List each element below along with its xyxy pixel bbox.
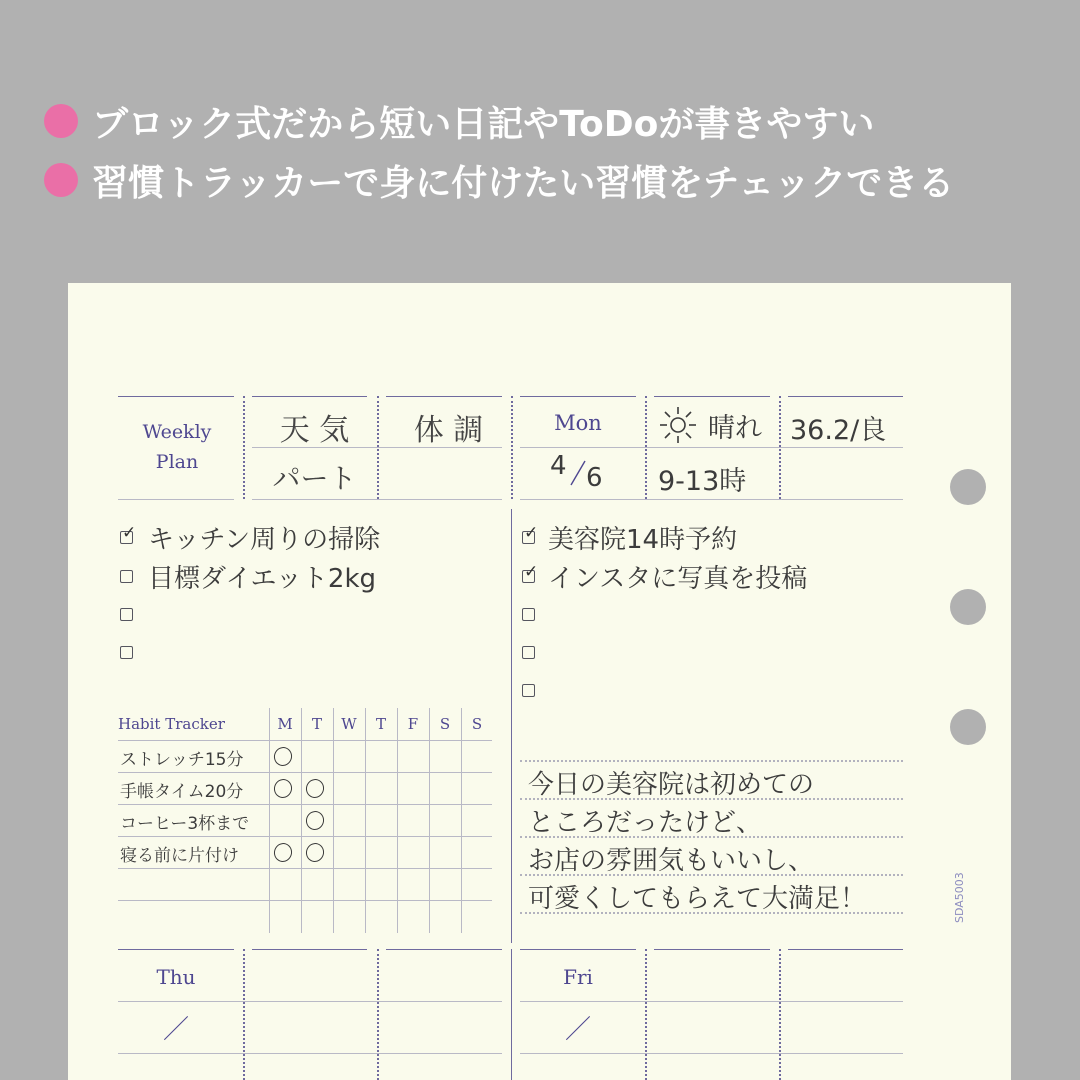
headline-1 [44, 96, 874, 146]
binder-hole [950, 589, 986, 625]
thu-date-slash: ／ [162, 1015, 189, 1045]
weekly-plan-title-line1: Weekly [142, 421, 212, 443]
task-checkbox[interactable] [522, 684, 535, 697]
part-label: パート [272, 462, 357, 495]
task-checkbox[interactable] [120, 646, 133, 659]
habit-row-3: コーヒー3杯まで [120, 814, 250, 834]
task-checkbox[interactable] [120, 608, 133, 621]
right-task-1: 美容院14時予約 [548, 525, 738, 555]
sun-icon [658, 405, 698, 445]
diary-line-2: ところだったけど、 [528, 808, 763, 838]
day-head-sun: S [471, 715, 483, 733]
bullet-dot-icon [44, 163, 78, 197]
habit-row-1: ストレッチ15分 [120, 750, 244, 770]
weekly-plan-title-line2: Plan [155, 451, 199, 473]
planner-page [68, 283, 1011, 1080]
habit-tracker-title: Habit Tracker [118, 715, 225, 733]
day-head-mon: M [277, 715, 293, 733]
headline-2-text: 習慣トラッカーで身に付けたい習慣をチェックできる [92, 162, 955, 204]
task-checkbox[interactable] [522, 646, 535, 659]
headline-1-text: ブロック式だから短い日記やToDoが書きやすい [92, 103, 875, 145]
task-checkbox[interactable] [522, 570, 535, 583]
habit-done-mark [304, 841, 327, 865]
condition-value: 36.2/良 [790, 415, 887, 446]
headline-2 [44, 155, 954, 205]
condition-label: 体 調 [413, 413, 484, 448]
weather-value: 晴れ [708, 413, 762, 444]
task-checkbox[interactable] [120, 531, 133, 544]
task-checkbox[interactable] [522, 608, 535, 621]
part-value: 9-13時 [658, 466, 747, 497]
day-head-tue: T [311, 715, 322, 733]
binder-hole [950, 709, 986, 745]
day-head-fri: F [407, 715, 419, 733]
product-code: SDA5003 [953, 872, 966, 923]
habit-done-mark [304, 809, 327, 833]
right-task-2: インスタに写真を投稿 [548, 564, 808, 594]
diary-line-4: 可愛くしてもらえて大満足！ [528, 884, 867, 914]
task-checkbox[interactable] [120, 570, 133, 583]
fri-date-slash: ／ [564, 1015, 591, 1045]
habit-row-4: 寝る前に片付け [120, 846, 239, 866]
diary-line-3: お店の雰囲気もいいし、 [528, 846, 815, 876]
bullet-dot-icon [44, 104, 78, 138]
date-slash-icon [568, 459, 588, 487]
left-task-1: キッチン周りの掃除 [148, 525, 381, 555]
habit-done-mark [272, 841, 295, 865]
task-checkbox[interactable] [522, 531, 535, 544]
habit-done-mark [272, 745, 295, 769]
date-month: 4 [550, 451, 567, 481]
habit-row-2: 手帳タイム20分 [120, 782, 244, 802]
left-task-2: 目標ダイエット2kg [148, 564, 377, 594]
day-label: Mon [554, 411, 602, 435]
day-head-thu: T [375, 715, 386, 733]
next-day-thu: Thu [156, 965, 196, 989]
date-day: 6 [586, 463, 603, 493]
binder-hole [950, 469, 986, 505]
diary-line-1: 今日の美容院は初めての [528, 770, 815, 800]
day-head-wed: W [341, 715, 357, 733]
day-head-sat: S [439, 715, 451, 733]
habit-done-mark [272, 777, 295, 801]
habit-done-mark [304, 777, 327, 801]
weather-label: 天 気 [279, 413, 350, 448]
next-day-fri: Fri [563, 965, 593, 989]
